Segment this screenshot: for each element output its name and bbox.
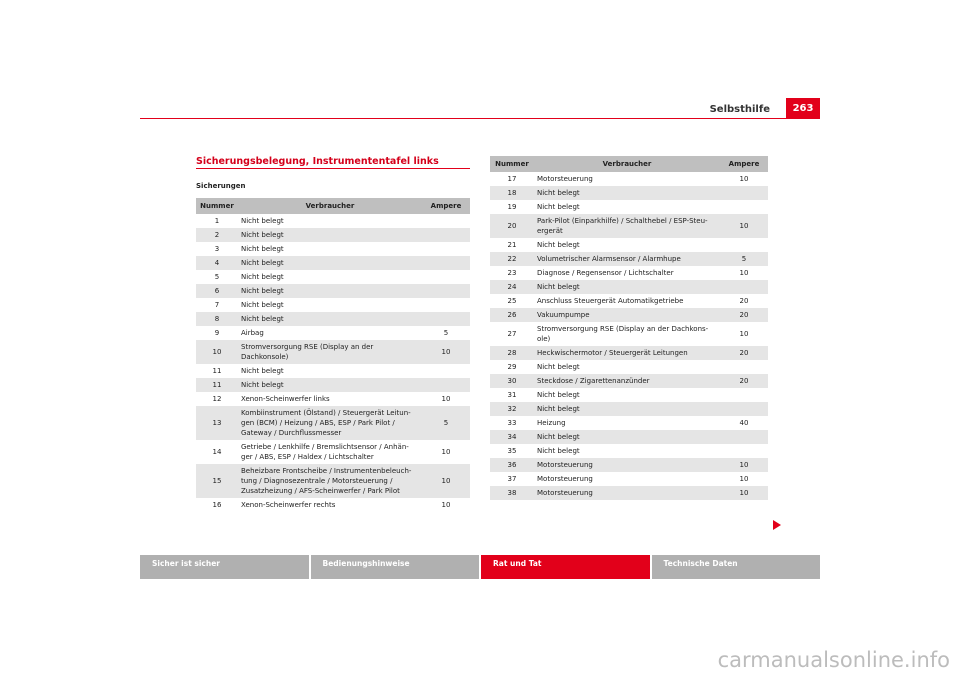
fuse-consumer: Nicht belegt (238, 378, 422, 392)
fuse-ampere: 5 (720, 252, 768, 266)
fuse-consumer: Motorsteuerung (534, 472, 720, 486)
fuse-consumer: Motorsteuerung (534, 486, 720, 500)
fuse-number: 22 (490, 252, 534, 266)
section-title: Sicherungsbelegung, Instrumententafel links (196, 156, 439, 167)
fuse-ampere (422, 256, 470, 270)
table-row (196, 392, 470, 406)
table-row (490, 374, 768, 388)
fuse-ampere (720, 444, 768, 458)
fuse-number: 21 (490, 238, 534, 252)
table-row (490, 444, 768, 458)
fuse-number: 2 (196, 228, 238, 242)
fuse-number: 26 (490, 308, 534, 322)
fuse-number: 18 (490, 186, 534, 200)
fuse-ampere (720, 360, 768, 374)
fuse-consumer: Nicht belegt (238, 364, 422, 378)
table-row (490, 322, 768, 346)
table-row (196, 214, 470, 228)
fuse-ampere: 40 (720, 416, 768, 430)
fuse-consumer: Beheizbare Frontscheibe / Instrumentenbeleuch-tung / Diagnosezentrale / Motorsteuerung / Zusatzheizung / AFS-Scheinwerfer / Park Pilot (238, 464, 422, 498)
table-row (490, 416, 768, 430)
fuse-ampere (422, 312, 470, 326)
column-header-consumer: Verbraucher (534, 156, 720, 172)
fuse-consumer: Nicht belegt (238, 312, 422, 326)
table-row (196, 364, 470, 378)
fuse-ampere (422, 270, 470, 284)
fuse-number: 1 (196, 214, 238, 228)
fuse-consumer: Heckwischermotor / Steuergerät Leitungen (534, 346, 720, 360)
fuse-ampere (720, 402, 768, 416)
table-row (490, 486, 768, 500)
fuse-consumer: Nicht belegt (238, 284, 422, 298)
fuse-consumer: Nicht belegt (238, 228, 422, 242)
fuse-ampere: 10 (720, 486, 768, 500)
fuse-consumer: Nicht belegt (534, 360, 720, 374)
fuse-ampere (720, 388, 768, 402)
fuse-number: 20 (490, 214, 534, 238)
fuse-ampere (422, 284, 470, 298)
fuse-table-left (196, 198, 470, 512)
fuse-consumer: Stromversorgung RSE (Display an der Dachkons-ole) (534, 322, 720, 346)
fuse-ampere (720, 280, 768, 294)
table-row (196, 440, 470, 464)
table-row (490, 200, 768, 214)
fuse-consumer: Volumetrischer Alarmsensor / Alarmhupe (534, 252, 720, 266)
table-row (196, 298, 470, 312)
fuse-consumer: Nicht belegt (534, 430, 720, 444)
table-row (490, 430, 768, 444)
fuse-number: 32 (490, 402, 534, 416)
fuse-ampere: 5 (422, 406, 470, 440)
fuse-ampere: 10 (720, 266, 768, 280)
table-row (490, 252, 768, 266)
fuse-number: 9 (196, 326, 238, 340)
fuse-ampere: 10 (422, 464, 470, 498)
fuse-consumer: Nicht belegt (534, 238, 720, 252)
triangle-right-icon[interactable] (773, 520, 781, 530)
table-row (196, 242, 470, 256)
table-row (490, 472, 768, 486)
page-number: 263 (786, 98, 820, 118)
table-row (196, 340, 470, 364)
fuse-ampere (422, 364, 470, 378)
fuse-consumer: Nicht belegt (534, 280, 720, 294)
fuse-number: 35 (490, 444, 534, 458)
nav-tab-sicher-ist-sicher[interactable]: Sicher ist sicher (140, 555, 309, 579)
fuse-number: 13 (196, 406, 238, 440)
fuse-consumer: Diagnose / Regensensor / Lichtschalter (534, 266, 720, 280)
fuse-number: 11 (196, 364, 238, 378)
fuse-number: 11 (196, 378, 238, 392)
fuse-number: 4 (196, 256, 238, 270)
table-row (490, 238, 768, 252)
table-row (196, 498, 470, 512)
bottom-navigation (140, 555, 820, 579)
fuse-consumer: Vakuumpumpe (534, 308, 720, 322)
fuse-ampere: 10 (720, 472, 768, 486)
fuse-number: 12 (196, 392, 238, 406)
table-row (490, 214, 768, 238)
column-header-ampere: Ampere (720, 156, 768, 172)
page-header-title: Selbsthilfe (709, 104, 770, 115)
header-divider (140, 118, 820, 119)
fuse-number: 30 (490, 374, 534, 388)
table-row (196, 464, 470, 498)
column-header-ampere: Ampere (422, 198, 470, 214)
fuse-ampere: 20 (720, 346, 768, 360)
table-row (490, 308, 768, 322)
fuse-ampere: 10 (422, 340, 470, 364)
table-row (196, 256, 470, 270)
fuse-consumer: Steckdose / Zigarettenanzünder (534, 374, 720, 388)
fuse-number: 8 (196, 312, 238, 326)
fuse-ampere (720, 430, 768, 444)
fuse-ampere: 20 (720, 294, 768, 308)
table-row (196, 312, 470, 326)
table-row (490, 294, 768, 308)
fuse-ampere: 10 (720, 322, 768, 346)
table-row (490, 280, 768, 294)
table-row (490, 346, 768, 360)
nav-tab-rat-und-tat[interactable]: Rat und Tat (481, 555, 650, 579)
fuse-ampere: 10 (422, 498, 470, 512)
fuse-number: 38 (490, 486, 534, 500)
table-row (196, 284, 470, 298)
fuse-ampere: 5 (422, 326, 470, 340)
fuse-consumer: Nicht belegt (238, 242, 422, 256)
nav-tab-technische-daten[interactable]: Technische Daten (652, 555, 821, 579)
table-row (490, 172, 768, 186)
fuse-table-right (490, 156, 768, 500)
fuse-ampere: 10 (720, 458, 768, 472)
column-header-consumer: Verbraucher (238, 198, 422, 214)
fuse-number: 19 (490, 200, 534, 214)
fuse-consumer: Nicht belegt (238, 298, 422, 312)
fuse-consumer: Kombiinstrument (Ölstand) / Steuergerät Leitun-gen (BCM) / Heizung / ABS, ESP / Park Pilot / Gateway / Durchflussmesser (238, 406, 422, 440)
fuse-ampere (422, 214, 470, 228)
fuse-consumer: Getriebe / Lenkhilfe / Bremslichtsensor / Anhän-ger / ABS, ESP / Haldex / Lichtschalter (238, 440, 422, 464)
fuse-number: 27 (490, 322, 534, 346)
fuse-number: 24 (490, 280, 534, 294)
fuse-number: 5 (196, 270, 238, 284)
fuse-ampere: 20 (720, 308, 768, 322)
fuse-ampere: 20 (720, 374, 768, 388)
fuse-number: 6 (196, 284, 238, 298)
table-row (196, 406, 470, 440)
fuse-number: 34 (490, 430, 534, 444)
fuse-number: 37 (490, 472, 534, 486)
fuse-consumer: Nicht belegt (238, 214, 422, 228)
fuse-consumer: Nicht belegt (534, 200, 720, 214)
fuse-ampere (422, 298, 470, 312)
fuse-number: 7 (196, 298, 238, 312)
fuse-ampere: 10 (720, 172, 768, 186)
fuse-number: 15 (196, 464, 238, 498)
fuse-ampere (422, 242, 470, 256)
fuse-ampere: 10 (422, 392, 470, 406)
fuse-number: 33 (490, 416, 534, 430)
watermark: carmanualsonline.info (717, 648, 950, 672)
fuse-consumer: Heizung (534, 416, 720, 430)
table-row (490, 360, 768, 374)
fuse-ampere: 10 (720, 214, 768, 238)
fuse-consumer: Stromversorgung RSE (Display an der Dachkonsole) (238, 340, 422, 364)
nav-tab-bedienungshinweise[interactable]: Bedienungshinweise (311, 555, 480, 579)
fuse-number: 10 (196, 340, 238, 364)
table-row (490, 186, 768, 200)
table-row (490, 266, 768, 280)
table-row (196, 326, 470, 340)
fuse-ampere (422, 228, 470, 242)
fuse-consumer: Xenon-Scheinwerfer links (238, 392, 422, 406)
fuse-consumer: Nicht belegt (534, 444, 720, 458)
fuse-consumer: Nicht belegt (534, 388, 720, 402)
fuse-consumer: Xenon-Scheinwerfer rechts (238, 498, 422, 512)
fuse-consumer: Park-Pilot (Einparkhilfe) / Schalthebel / ESP-Steu-ergerät (534, 214, 720, 238)
fuse-number: 16 (196, 498, 238, 512)
fuse-consumer: Anschluss Steuergerät Automatikgetriebe (534, 294, 720, 308)
fuse-consumer: Nicht belegt (238, 270, 422, 284)
section-divider (196, 168, 470, 169)
table-row (490, 388, 768, 402)
fuse-ampere: 10 (422, 440, 470, 464)
fuse-number: 31 (490, 388, 534, 402)
table-row (490, 402, 768, 416)
fuse-consumer: Airbag (238, 326, 422, 340)
fuse-number: 29 (490, 360, 534, 374)
fuse-number: 14 (196, 440, 238, 464)
fuse-consumer: Nicht belegt (534, 402, 720, 416)
column-header-number: Nummer (490, 156, 534, 172)
fuse-number: 23 (490, 266, 534, 280)
section-subheading: Sicherungen (196, 182, 246, 190)
fuse-consumer: Nicht belegt (238, 256, 422, 270)
fuse-consumer: Motorsteuerung (534, 458, 720, 472)
fuse-consumer: Motorsteuerung (534, 172, 720, 186)
column-header-number: Nummer (196, 198, 238, 214)
fuse-number: 28 (490, 346, 534, 360)
fuse-number: 17 (490, 172, 534, 186)
table-row (196, 228, 470, 242)
fuse-number: 36 (490, 458, 534, 472)
table-row (196, 270, 470, 284)
fuse-ampere (720, 238, 768, 252)
fuse-number: 3 (196, 242, 238, 256)
table-row (196, 378, 470, 392)
fuse-number: 25 (490, 294, 534, 308)
fuse-ampere (720, 186, 768, 200)
fuse-ampere (422, 378, 470, 392)
fuse-consumer: Nicht belegt (534, 186, 720, 200)
table-row (490, 458, 768, 472)
fuse-ampere (720, 200, 768, 214)
